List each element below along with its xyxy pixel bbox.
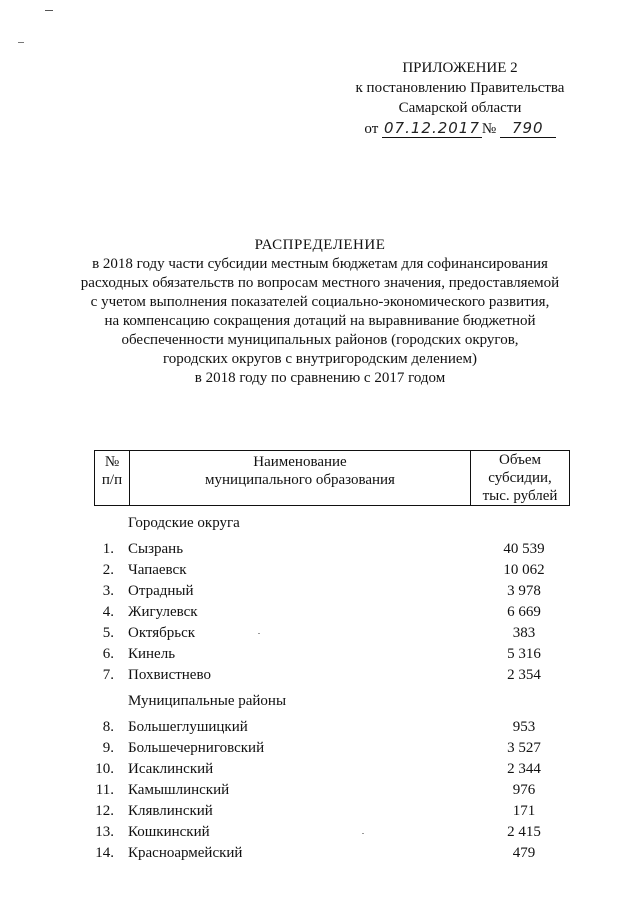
row-number: 12. — [95, 803, 114, 819]
row-number: 3. — [102, 583, 114, 599]
heading-line: расходных обязательств по вопросам местного значения, предоставляемой — [80, 275, 560, 291]
row-name: Большечерниговский — [128, 740, 265, 756]
row-number: 5. — [102, 625, 114, 641]
handwritten-date: 07.12.2017 — [384, 119, 480, 137]
heading-line: городских округов с внутригородским делением) — [162, 351, 477, 367]
row-name: Красноармейский — [128, 845, 243, 861]
row-value: 2 344 — [507, 761, 541, 777]
header-name-line: муниципального образования — [205, 472, 395, 488]
header-amount — [471, 451, 569, 505]
row-name: Похвистнево — [128, 667, 211, 683]
row-name: Кинель — [128, 646, 176, 662]
row-number: 4. — [102, 604, 114, 620]
scan-speck — [258, 633, 260, 634]
row-value: 953 — [512, 719, 536, 735]
header-number-line: п/п — [101, 472, 123, 488]
number-label: № — [481, 121, 497, 137]
appendix-region: Самарской области — [398, 100, 522, 116]
section-title: Городские округа — [128, 515, 240, 531]
header-number — [95, 451, 130, 505]
appendix-date-line — [330, 118, 590, 139]
distribution-table — [94, 450, 570, 506]
row-value: 479 — [512, 845, 536, 861]
row-name: Чапаевск — [128, 562, 187, 578]
table-row — [0, 719, 640, 739]
row-name: Октябрьск — [128, 625, 196, 641]
row-value: 976 — [512, 782, 536, 798]
document-title: РАСПРЕДЕЛЕНИЕ — [254, 237, 386, 253]
row-value: 5 316 — [507, 646, 541, 662]
row-number: 2. — [102, 562, 114, 578]
row-name: Кошкинский — [128, 824, 210, 840]
row-name: Большеглушицкий — [128, 719, 248, 735]
row-value: 10 062 — [503, 562, 545, 578]
row-number: 7. — [102, 667, 114, 683]
appendix-block — [330, 58, 590, 139]
row-number: 8. — [102, 719, 114, 735]
table-row — [0, 583, 640, 603]
row-name: Исаклинский — [128, 761, 214, 777]
table-row — [0, 845, 640, 865]
row-number: 11. — [95, 782, 114, 798]
heading-line: на компенсацию сокращения дотаций на выравнивание бюджетной — [104, 313, 536, 329]
header-amount-line: субсидии, — [488, 470, 552, 486]
header-name-line: Наименование — [253, 454, 347, 470]
table-row — [0, 761, 640, 781]
row-value: 6 669 — [507, 604, 541, 620]
row-number: 1. — [102, 541, 114, 557]
handwritten-number: 790 — [500, 119, 556, 138]
section-title: Муниципальные районы — [128, 693, 287, 709]
scan-speck — [362, 833, 364, 834]
row-name: Клявлинский — [128, 803, 213, 819]
heading-line: в 2018 году части субсидии местным бюджетам для софинансирования — [92, 256, 548, 272]
table-row — [0, 646, 640, 666]
document-heading — [60, 236, 580, 388]
row-name: Отрадный — [128, 583, 194, 599]
heading-line: с учетом выполнения показателей социально-экономического развития, — [90, 294, 550, 310]
table-header — [94, 450, 570, 506]
header-number-line: № — [104, 454, 120, 470]
row-value: 3 527 — [507, 740, 541, 756]
from-label: от — [364, 121, 379, 137]
row-number: 13. — [95, 824, 114, 840]
header-name — [130, 451, 471, 505]
table-row — [0, 562, 640, 582]
row-value: 40 539 — [503, 541, 545, 557]
scan-mark — [45, 10, 53, 11]
table-row — [0, 541, 640, 561]
scan-mark — [18, 42, 24, 43]
table-row — [0, 803, 640, 823]
table-row — [0, 740, 640, 760]
row-value: 2 354 — [507, 667, 541, 683]
table-row — [0, 604, 640, 624]
table-row — [0, 782, 640, 802]
row-number: 9. — [102, 740, 114, 756]
appendix-resolution: к постановлению Правительства — [355, 80, 565, 96]
row-number: 6. — [102, 646, 114, 662]
table-row — [0, 824, 640, 844]
row-name: Жигулевск — [128, 604, 198, 620]
row-value: 171 — [512, 803, 536, 819]
table-row — [0, 625, 640, 645]
table-row — [0, 667, 640, 687]
row-number: 10. — [95, 761, 114, 777]
appendix-title: ПРИЛОЖЕНИЕ 2 — [402, 60, 518, 76]
heading-line: в 2018 году по сравнению с 2017 годом — [194, 370, 446, 386]
row-name: Камышлинский — [128, 782, 230, 798]
row-name: Сызрань — [128, 541, 184, 557]
row-number: 14. — [95, 845, 114, 861]
row-value: 3 978 — [507, 583, 541, 599]
header-amount-line: Объем — [499, 452, 541, 468]
header-amount-line: тыс. рублей — [482, 488, 558, 504]
row-value: 383 — [512, 625, 536, 641]
row-value: 2 415 — [507, 824, 541, 840]
heading-line: обеспеченности муниципальных районов (городских округов, — [121, 332, 519, 348]
